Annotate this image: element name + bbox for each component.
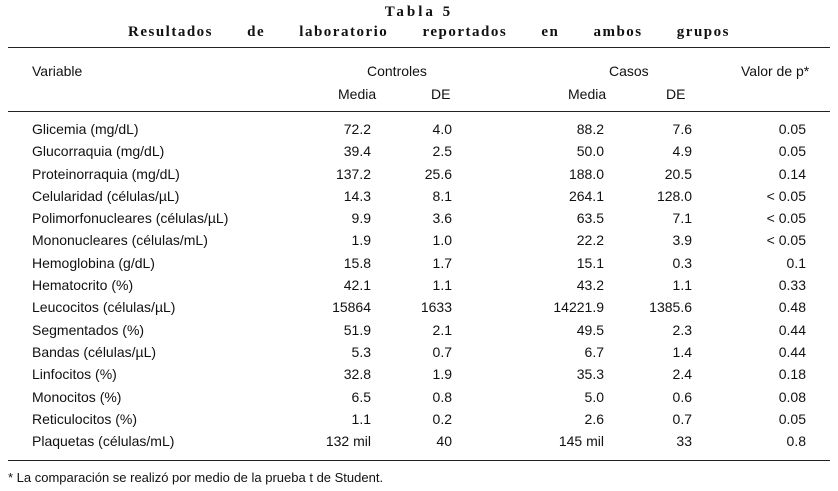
cell-controles-media: 5.3: [351, 343, 371, 360]
table-row: [0, 344, 838, 366]
cell-valor-p: 0.05: [778, 410, 806, 427]
top-rule: [8, 47, 830, 48]
cell-controles-de: 1.7: [432, 254, 452, 271]
table-subtitle: [128, 24, 730, 41]
cell-casos-de: 1.1: [672, 277, 692, 294]
subtitle-word: en: [541, 24, 560, 40]
cell-controles-media: 14.3: [343, 187, 371, 204]
cell-casos-de: 0.3: [672, 254, 692, 271]
cell-controles-de: 25.6: [424, 165, 452, 182]
header-casos: Casos: [609, 63, 649, 79]
cell-controles-media: 72.2: [343, 121, 371, 137]
cell-casos-media: 188.0: [568, 165, 604, 182]
cell-casos-media: 264.1: [568, 187, 604, 204]
cell-controles-de: 1633: [420, 299, 452, 316]
table-row: [0, 277, 838, 299]
subtitle-word: de: [247, 24, 266, 40]
cell-casos-media: 49.5: [576, 321, 604, 338]
cell-casos-de: 7.6: [672, 121, 692, 137]
cell-valor-p: < 0.05: [766, 187, 806, 204]
cell-variable: Proteinorraquia (mg/dL): [32, 165, 180, 182]
table-row: [0, 232, 838, 254]
table-title: Tabla 5: [384, 4, 454, 20]
cell-casos-media: 88.2: [576, 121, 604, 137]
cell-controles-de: 0.8: [432, 388, 452, 405]
cell-valor-p: 0.08: [778, 388, 806, 405]
table-row: [0, 255, 838, 277]
table-row: [0, 299, 838, 321]
cell-casos-de: 1.4: [672, 343, 692, 360]
cell-variable: Glucorraquia (mg/dL): [32, 143, 165, 160]
cell-casos-media: 2.6: [584, 410, 604, 427]
header-casos-media: Media: [568, 86, 607, 102]
cell-valor-p: 0.1: [786, 254, 806, 271]
cell-casos-media: 50.0: [576, 143, 604, 160]
cell-casos-de: 20.5: [664, 165, 692, 182]
cell-variable: Plaquetas (células/mL): [32, 433, 175, 450]
cell-valor-p: 0.05: [778, 121, 806, 137]
cell-variable: Celularidad (células/µL): [32, 187, 180, 204]
table-row: [0, 389, 838, 411]
cell-controles-de: 1.9: [432, 366, 452, 383]
cell-controles-media: 1.1: [351, 410, 371, 427]
cell-variable: Polimorfonucleares (células/µL): [32, 210, 229, 227]
cell-controles-de: 4.0: [432, 121, 452, 137]
subtitle-word: laboratorio: [299, 24, 389, 40]
header-casos-de: DE: [666, 86, 686, 102]
cell-controles-media: 15.8: [343, 254, 371, 271]
cell-variable: Hematocrito (%): [32, 277, 134, 294]
header-variable: Variable: [32, 63, 83, 79]
cell-casos-de: 4.9: [672, 143, 692, 160]
cell-casos-de: 0.6: [672, 388, 692, 405]
cell-casos-media: 6.7: [584, 343, 604, 360]
cell-controles-media: 32.8: [343, 366, 371, 383]
cell-casos-de: 7.1: [672, 210, 692, 227]
cell-casos-media: 35.3: [576, 366, 604, 383]
table-row: [0, 433, 838, 455]
cell-controles-de: 1.1: [432, 277, 452, 294]
cell-controles-media: 42.1: [343, 277, 371, 294]
header-controles: Controles: [367, 63, 427, 79]
cell-controles-de: 8.1: [432, 187, 452, 204]
footnote: * La comparación se realizó por medio de la prueba t de Student.: [8, 470, 384, 485]
cell-controles-de: 3.6: [432, 210, 452, 227]
subtitle-word: reportados: [422, 24, 508, 40]
cell-valor-p: 0.18: [778, 366, 806, 383]
cell-valor-p: 0.44: [778, 321, 806, 338]
cell-casos-media: 5.0: [584, 388, 604, 405]
cell-casos-media: 15.1: [576, 254, 604, 271]
cell-controles-de: 2.1: [432, 321, 452, 338]
cell-variable: Glicemia (mg/dL): [32, 121, 139, 137]
subtitle-word: grupos: [676, 24, 730, 40]
cell-controles-media: 1.9: [351, 232, 371, 249]
cell-variable: Bandas (células/µL): [32, 343, 157, 360]
cell-valor-p: 0.05: [778, 143, 806, 160]
table-row: [0, 411, 838, 433]
cell-controles-de: 2.5: [432, 143, 452, 160]
cell-variable: Monocitos (%): [32, 388, 122, 405]
cell-casos-media: 63.5: [576, 210, 604, 227]
cell-variable: Hemoglobina (g/dL): [32, 254, 155, 271]
table-row: [0, 188, 838, 210]
header-valor-p: Valor de p*: [741, 63, 810, 79]
cell-controles-media: 39.4: [343, 143, 371, 160]
cell-controles-media: 6.5: [351, 388, 371, 405]
header-controles-media: Media: [338, 86, 377, 102]
subtitle-word: ambos: [593, 24, 643, 40]
cell-casos-de: 0.7: [672, 410, 692, 427]
cell-valor-p: 0.33: [778, 277, 806, 294]
cell-casos-de: 2.3: [672, 321, 692, 338]
cell-controles-media: 15864: [332, 299, 371, 316]
table-row: [0, 121, 838, 143]
table-row: [0, 210, 838, 232]
cell-valor-p: < 0.05: [766, 232, 806, 249]
cell-variable: Reticulocitos (%): [32, 410, 138, 427]
cell-variable: Mononucleares (células/mL): [32, 232, 208, 249]
cell-variable: Leucocitos (células/µL): [32, 299, 176, 316]
cell-valor-p: 0.44: [778, 343, 806, 360]
table-row: [0, 322, 838, 344]
cell-casos-de: 128.0: [656, 187, 692, 204]
cell-valor-p: 0.8: [786, 433, 806, 450]
cell-casos-media: 14221.9: [553, 299, 604, 316]
header-rule: [8, 111, 830, 112]
cell-casos-de: 2.4: [672, 366, 692, 383]
cell-casos-de: 1385.6: [649, 299, 692, 316]
cell-valor-p: 0.48: [778, 299, 806, 316]
cell-controles-de: 0.2: [432, 410, 452, 427]
cell-controles-de: 40: [436, 433, 452, 450]
table-row: [0, 366, 838, 388]
cell-variable: Linfocitos (%): [32, 366, 117, 383]
table-row: [0, 166, 838, 188]
cell-controles-media: 51.9: [343, 321, 371, 338]
cell-casos-de: 33: [676, 433, 692, 450]
cell-casos-de: 3.9: [672, 232, 692, 249]
cell-valor-p: < 0.05: [766, 210, 806, 227]
cell-casos-media: 22.2: [576, 232, 604, 249]
cell-controles-de: 0.7: [432, 343, 452, 360]
cell-variable: Segmentados (%): [32, 321, 145, 338]
cell-controles-de: 1.0: [432, 232, 452, 249]
table-body: [0, 121, 838, 455]
cell-casos-media: 145 mil: [558, 433, 604, 450]
header-controles-de: DE: [431, 86, 451, 102]
cell-controles-media: 132 mil: [325, 433, 371, 450]
bottom-rule: [8, 460, 830, 461]
cell-casos-media: 43.2: [576, 277, 604, 294]
table-row: [0, 143, 838, 165]
cell-controles-media: 9.9: [351, 210, 371, 227]
subtitle-word: Resultados: [128, 24, 214, 40]
cell-controles-media: 137.2: [335, 165, 371, 182]
cell-valor-p: 0.14: [778, 165, 806, 182]
